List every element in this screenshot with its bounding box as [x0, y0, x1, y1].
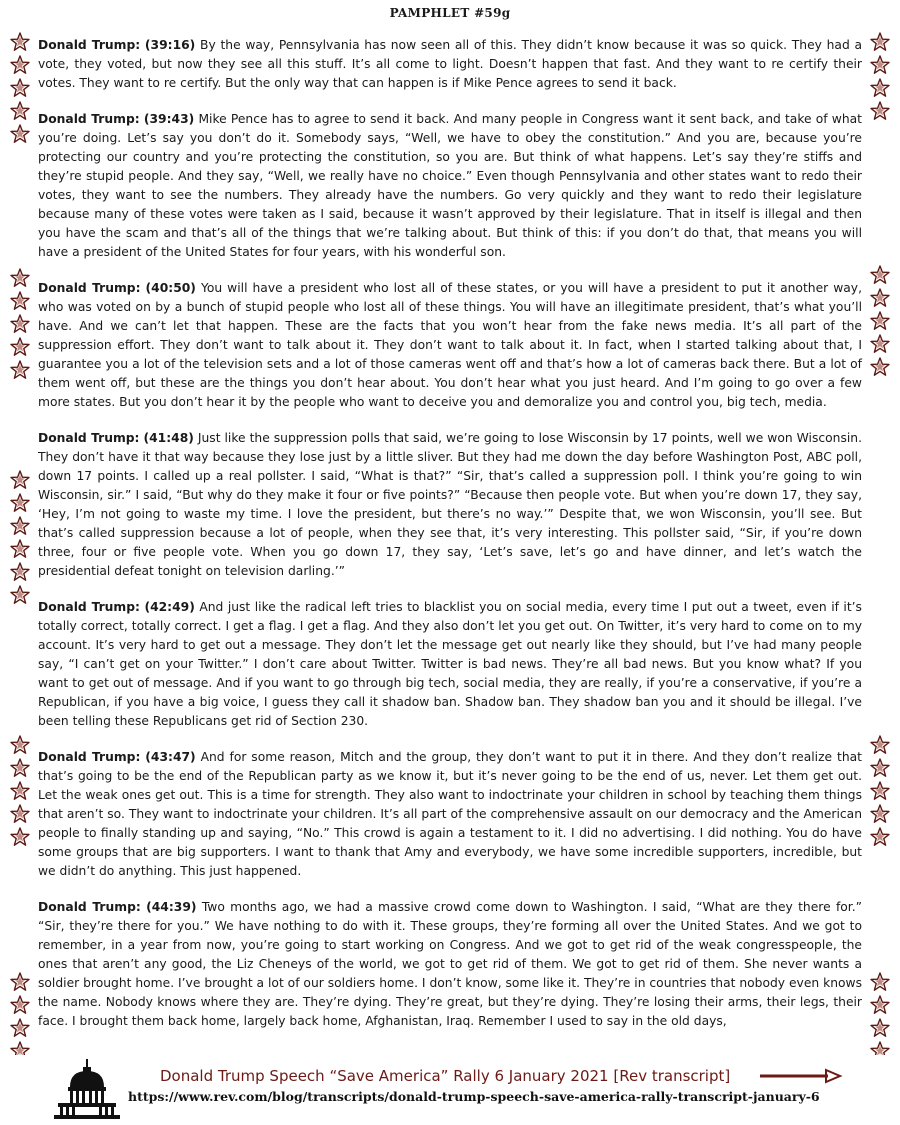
- star-icon: [870, 55, 890, 75]
- star-icon: [10, 268, 30, 288]
- star-column-right-3: [868, 735, 892, 847]
- timestamp: (39:16): [144, 38, 196, 52]
- star-icon: [10, 972, 30, 992]
- star-icon: [870, 334, 890, 354]
- star-column-left-1: [8, 32, 32, 144]
- footer-title: Donald Trump Speech “Save America” Rally 6 January 2021 [Rev transcript]: [160, 1067, 731, 1085]
- star-icon: [870, 804, 890, 824]
- star-icon: [10, 995, 30, 1015]
- star-icon: [10, 585, 30, 605]
- star-icon: [870, 995, 890, 1015]
- star-icon: [10, 78, 30, 98]
- arrow-right-icon: [758, 1069, 842, 1083]
- paragraph-text: Mike Pence has to agree to send it back. And many people in Congress want it sent back, and take of what you’re doing. Let’s say you don’t do it. Somebody says, “Well, we have to obey the constitution.” And you are, because you’re protecting our country and you’re protecting the constitution, so you are. But think of what happens. Let’s say they’re stiffs and they’re stupid people. And they say, “Well, we really have no choice.” Even though Pennsylvania and other states want to redo their votes, they want to see the numbers. They already have the numbers. Go very quickly and they want to redo their legislature because many of these votes were taken as I said, because it wasn’t approved by their legislature. That in itself is illegal and then you have the scam and that’s all of the things that we’re talking about. But think of this: if you don’t do that, that means you will have a president of the United States for four years, with his wonderful son.: [38, 112, 862, 259]
- speaker-label: Donald Trump:: [38, 431, 140, 445]
- timestamp: (42:49): [144, 600, 195, 614]
- star-icon: [870, 265, 890, 285]
- timestamp: (40:50): [145, 281, 196, 295]
- footer: [0, 1055, 900, 1125]
- star-icon: [10, 539, 30, 559]
- speaker-label: Donald Trump:: [38, 750, 141, 764]
- star-icon: [870, 1018, 890, 1038]
- star-column-right-1: [868, 32, 892, 121]
- star-icon: [10, 758, 30, 778]
- star-icon: [10, 516, 30, 536]
- paragraph-text: Two months ago, we had a massive crowd come down to Washington. I said, “What are they there for.” “Sir, they’re there for you.” We have nothing to do with it. These groups, they’re forming all over the United States. And we got to remember, in a year from now, you’re going to start working on Congress. And we got to get rid of the weak congresspeople, the ones that aren’t any good, the Liz Cheneys of the world, we got to get rid of them. We got to get rid of them. She never wants a soldier brought home. I’ve brought a lot of our soldiers home. I don’t know, some like it. They’re in countries that nobody even knows the name. Nobody knows where they are. They’re dying. They’re great, but they’re dying. They’re losing their arms, their legs, their face. I brought them back home, largely back home, Afghanistan, Iraq. Remember I used to say in the old days,: [38, 900, 862, 1028]
- star-icon: [870, 827, 890, 847]
- star-icon: [10, 493, 30, 513]
- star-icon: [10, 827, 30, 847]
- star-column-left-3: [8, 470, 32, 605]
- star-icon: [870, 357, 890, 377]
- star-icon: [870, 101, 890, 121]
- speaker-label: Donald Trump:: [38, 900, 141, 914]
- transcript-paragraph: [38, 279, 862, 412]
- star-icon: [870, 758, 890, 778]
- star-icon: [870, 735, 890, 755]
- star-column-left-4: [8, 735, 32, 847]
- star-icon: [870, 972, 890, 992]
- star-icon: [10, 101, 30, 121]
- star-icon: [870, 32, 890, 52]
- star-column-left-2: [8, 268, 32, 380]
- capitol-icon: [52, 1057, 122, 1119]
- speaker-label: Donald Trump:: [38, 112, 140, 126]
- source-link[interactable]: https://www.rev.com/blog/transcripts/donald-trump-speech-save-america-rally-transcript-january-6: [128, 1089, 820, 1104]
- transcript-paragraph: [38, 110, 862, 262]
- paragraph-text: And just like the radical left tries to blacklist you on social media, every time I put out a tweet, even if it’s totally correct, totally correct. I get a flag. I get a flag. And they also don’t let you get out. On Twitter, it’s very hard to come on to my account. It’s very hard to get out a message. They don’t let the message get out nearly like they should, but I’ve had many people say, “I can’t get on your Twitter.” I don’t care about Twitter. Twitter is bad news. They’re all bad news. But you know what? If you want to get out of message. And if you want to go through big tech, social media, they are really, if you’re a conservative, if you’re a Republican, if you have a big voice, I guess they call it shadow ban. Shadow ban. They shadow ban you and it should be illegal. I’ve been telling these Republicans get rid of Section 230.: [38, 600, 862, 728]
- paragraph-text: And for some reason, Mitch and the group, they don’t want to put it in there. And they don’t realize that that’s going to be the end of the Republican party as we know it, but it’s never going to be the end of us, never. Let them get out. Let the weak ones get out. This is a time for strength. They also want to indoctrinate your children in school by teaching them things that aren’t so. They want to indoctrinate your children. It’s all part of the comprehensive assault on our democracy and the American people to finally standing up and saying, “No.” This crowd is again a testament to it. I did no advertising. I did nothing. You do have some groups that are big supporters. I want to thank that Amy and everybody, we have some incredible supporters, incredible, but we didn’t do anything. This just happened.: [38, 750, 862, 878]
- star-icon: [10, 781, 30, 801]
- transcript-paragraph: [38, 898, 862, 1028]
- transcript-paragraph: [38, 429, 862, 581]
- paragraph-text: Just like the suppression polls that said, we’re going to lose Wisconsin by 17 points, well we won Wisconsin. They don’t have it that way because they lose just by a little sliver. But they had me down the day before Washington Post, ABC poll, down 17 points. I called up a real pollster. I said, “What is that?” “Sir, that’s called a suppression poll. I think you’re going to win Wisconsin, sir.” I said, “But why do they make it four or five points?” “Because then people vote. But when you’re down 17, they say, ‘Hey, I’m not going to waste my time. I love the president, but there’s no way.’” Despite that, we won Wisconsin, you’ll see. But that’s called suppression because a lot of people, when they see that, it’s very interesting. This pollster said, “Sir, if you’re down three, four or five people vote. When you go down 17, they say, ‘Let’s save, let’s go and have dinner, and let’s watch the presidential defeat tonight on television darling.’”: [38, 431, 862, 578]
- timestamp: (41:48): [143, 431, 194, 445]
- star-column-right-2: [868, 265, 892, 377]
- timestamp: (43:47): [145, 750, 196, 764]
- transcript-body: [38, 36, 862, 1028]
- star-icon: [10, 360, 30, 380]
- star-icon: [870, 781, 890, 801]
- star-icon: [870, 288, 890, 308]
- star-icon: [10, 55, 30, 75]
- transcript-paragraph: [38, 36, 862, 93]
- paragraph-text: You will have a president who lost all of these states, or you will have a president to put it another way, who was voted on by a bunch of stupid people who lost all of these things. You will have an illegitimate president, that’s what you’ll have. And we can’t let that happen. These are the facts that you won’t hear from the fake news media. It’s all part of the suppression effort. They don’t want to talk about it. They don’t want to talk about it. In fact, when I started talking about that, I guarantee you a lot of the television sets and a lot of those cameras went off and that’s how a lot of cameras back there. But a lot of them went off, but these are the things you don’t hear about. You don’t hear what you just heard. And I’m going to go over a few more states. But you don’t hear it by the people who want to deceive you and demoralize you and control you, big tech, media.: [38, 281, 862, 409]
- speaker-label: Donald Trump:: [38, 600, 140, 614]
- transcript-paragraph: [38, 598, 862, 731]
- paragraph-text: By the way, Pennsylvania has now seen all of this. They didn’t know because it was so quick. They had a vote, they voted, but now they see all this stuff. It’s all come to light. Doesn’t happen that fast. And they want to re certify their votes. They want to re certify. But the only way that can happen is if Mike Pence agrees to send it back.: [38, 38, 862, 90]
- star-icon: [10, 124, 30, 144]
- star-icon: [10, 314, 30, 334]
- star-icon: [10, 32, 30, 52]
- timestamp: (39:43): [143, 112, 195, 126]
- speaker-label: Donald Trump:: [38, 281, 141, 295]
- star-icon: [10, 1018, 30, 1038]
- speaker-label: Donald Trump:: [38, 38, 141, 52]
- star-icon: [10, 337, 30, 357]
- star-icon: [10, 291, 30, 311]
- timestamp: (44:39): [146, 900, 197, 914]
- page-title: PAMPHLET #59g: [389, 6, 511, 20]
- transcript-paragraph: [38, 748, 862, 881]
- star-icon: [10, 470, 30, 490]
- star-icon: [10, 804, 30, 824]
- star-icon: [10, 735, 30, 755]
- star-icon: [870, 311, 890, 331]
- star-icon: [10, 562, 30, 582]
- star-icon: [870, 78, 890, 98]
